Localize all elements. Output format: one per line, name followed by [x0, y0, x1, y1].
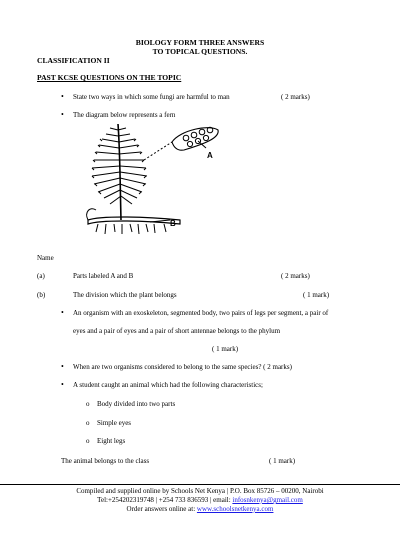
bullet-icon: •	[61, 380, 64, 389]
document-title-line1: BIOLOGY FORM THREE ANSWERS	[135, 38, 265, 47]
question-2a-text: Parts labeled A and B	[73, 272, 134, 280]
footer-website-link[interactable]: www.schoolsnetkenya.com	[196, 505, 274, 513]
list-item: Eight legs	[97, 437, 126, 445]
question-3-line2: eyes and a pair of eyes and a pair of short antennae belongs to the phylum	[73, 327, 281, 335]
footer-line-1: Compiled and supplied online by Schools Net Kenya | P.O. Box 85726 – 00200, Nairobi	[76, 487, 324, 495]
bullet-icon: •	[61, 362, 64, 371]
bullet-icon: •	[61, 110, 64, 119]
question-5-text: A student caught an animal which had the following characteristics;	[73, 381, 263, 389]
question-5-answer-text: The animal belongs to the class	[61, 457, 150, 465]
circle-bullet-icon: o	[86, 437, 90, 445]
question-4-text: When are two organisms considered to belong to the same species? ( 2 marks)	[73, 363, 292, 371]
section-title: CLASSIFICATION II	[37, 56, 110, 65]
bullet-icon: •	[61, 92, 64, 101]
question-2b-marks: ( 1 mark)	[303, 291, 330, 299]
question-2a-marks: ( 2 marks)	[281, 272, 310, 280]
fern-diagram	[80, 120, 220, 250]
question-1-text: State two ways in which some fungi are harmful to man	[73, 93, 230, 101]
circle-bullet-icon: o	[86, 400, 90, 408]
diagram-label-a: A	[207, 151, 213, 160]
footer-line-2	[0, 496, 400, 504]
question-2-text: The diagram below represents a fern	[73, 111, 176, 119]
diagram-label-b: B	[170, 219, 176, 228]
question-3-marks: ( 1 mark)	[212, 345, 239, 353]
footer-line-3	[0, 505, 400, 513]
list-item: Simple eyes	[97, 419, 132, 427]
footer-order-text: Order answers online at:	[126, 505, 197, 513]
question-3-line1: An organism with an exoskeleton, segmented body, two pairs of legs per segment, a pair of	[73, 309, 329, 317]
question-2b-text: The division which the plant belongs	[73, 291, 177, 299]
question-5-marks: ( 1 mark)	[269, 457, 296, 465]
question-1-marks: ( 2 marks)	[281, 93, 310, 101]
bullet-icon: •	[61, 308, 64, 317]
question-2a-number: (a)	[37, 272, 45, 280]
circle-bullet-icon: o	[86, 419, 90, 427]
list-item: Body divided into two parts	[97, 400, 176, 408]
footer-divider	[0, 484, 400, 485]
footer-phone-text: Tel:+254202319748 | +254 733 836593 | email:	[97, 496, 233, 504]
document-title-line2: TO TOPICAL QUESTIONS.	[152, 47, 248, 56]
subsection-title: PAST KCSE QUESTIONS ON THE TOPIC	[37, 73, 182, 82]
footer-email-link[interactable]: infosnkenya@gmail.com	[232, 496, 303, 504]
question-2b-number: (b)	[37, 291, 46, 299]
name-label: Name	[37, 254, 54, 262]
